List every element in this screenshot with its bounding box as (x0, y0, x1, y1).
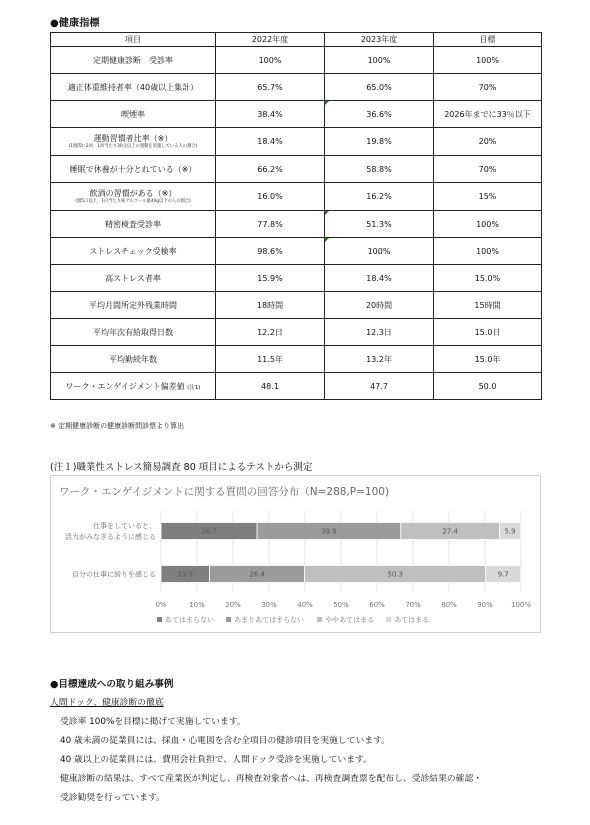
x-tick-label: 90% (477, 601, 493, 609)
legend-label: あてはまらない (165, 616, 214, 624)
metric-target-cell: 2026年までに33％以下 (434, 101, 542, 128)
metric-target-cell: 70% (434, 156, 542, 183)
metric-target-cell: 15時間 (434, 292, 542, 319)
header-2022: 2022年度 (216, 33, 325, 47)
metric-y2023-cell: 16.2% (325, 183, 434, 211)
metric-name: 平均勤続年数 (109, 354, 157, 364)
x-tick-label: 0% (155, 601, 167, 609)
metric-name-cell (51, 265, 216, 292)
header-2023: 2023年度 (325, 33, 434, 47)
metric-y2023-cell: 12.3日 (325, 319, 434, 346)
metric-name: 高ストレス者率 (105, 273, 161, 283)
metric-y2022-cell: 16.0% (216, 183, 325, 211)
data-label: 27.4 (442, 527, 458, 536)
table-row (51, 238, 542, 265)
data-label: 39.9 (321, 527, 337, 536)
legend-swatch (317, 617, 322, 622)
table-row (51, 319, 542, 346)
x-tick-label: 100% (510, 601, 532, 609)
metric-y2023-cell: 18.4% (325, 265, 434, 292)
metric-subnote: (1週間に2回、1回当たり30分以上の運動を実施している人の割合) (68, 144, 198, 150)
chart-heading: (注１)職業性ストレス簡易調査 80 項目によるテストから測定 (50, 462, 313, 473)
metric-name: 運動習慣者比率（※） (93, 134, 173, 144)
legend-swatch (157, 617, 162, 622)
data-label: 9.7 (497, 570, 509, 579)
metric-y2022-cell: 18時間 (216, 292, 325, 319)
data-label: 13.5 (177, 570, 194, 579)
plan-subtitle: 人間ドック、健康診断の徹底 (50, 698, 164, 708)
category-label: 活力がみなぎるように感じる (65, 533, 156, 541)
plan-section (50, 675, 482, 808)
chart-title: ワーク・エンゲイジメントに関する質問の回答分布（N=288,P=100) (59, 486, 390, 498)
metric-y2022-cell: 100% (216, 47, 325, 74)
metric-y2023-cell: 19.8% (325, 128, 434, 156)
x-tick-label: 40% (297, 601, 313, 609)
metric-y2023-cell: 65.0% (325, 74, 434, 101)
plan-line: 40 歳以上の従業員には、費用会社負担で、人間ドック受診を実施しています。 (60, 755, 372, 765)
metric-target-cell: 20% (434, 128, 542, 156)
table-row (51, 47, 542, 74)
legend-swatch (226, 617, 231, 622)
metric-name-cell (51, 211, 216, 238)
legend-label: あてはまる (394, 616, 430, 624)
x-tick-label: 50% (333, 601, 349, 609)
x-tick-label: 20% (225, 601, 241, 609)
x-tick-label: 10% (189, 601, 205, 609)
metric-name-cell (51, 156, 216, 183)
plan-line: 健康診断の結果は、すべて産業医が判定し、再検査対象者へは、再検査調査票を配布し、受診結果の確認・ (60, 774, 483, 784)
metric-note: (注1) (187, 384, 201, 391)
metric-target-cell: 15% (434, 183, 542, 211)
header-item: 項目 (51, 33, 216, 47)
x-tick-label: 70% (405, 601, 421, 609)
metric-y2022-cell: 38.4% (216, 101, 325, 128)
metric-target-cell: 100% (434, 211, 542, 238)
metric-y2023-cell: 58.8% (325, 156, 434, 183)
header-target: 目標 (434, 33, 542, 47)
metric-name: 睡眠で休養が十分とれている（※） (69, 164, 197, 174)
data-label: 26.7 (201, 527, 217, 536)
metric-target-cell: 15.0年 (434, 346, 542, 373)
metric-name: 定期健康診断 受診率 (93, 55, 173, 65)
metric-y2022-cell: 77.8% (216, 211, 325, 238)
metric-y2023-cell: 36.6% (325, 101, 434, 128)
plan-line: 受診率 100%を目標に掲げて実施しています。 (60, 717, 246, 727)
x-tick-label: 30% (261, 601, 277, 609)
metric-target-cell: 70% (434, 74, 542, 101)
table-row (51, 265, 542, 292)
metric-name: 平均月間所定外残業時間 (89, 300, 177, 310)
health-metrics-table (50, 32, 542, 400)
table-row (51, 101, 542, 128)
metric-y2022-cell: 12.2日 (216, 319, 325, 346)
legend-label: あまりあてはまらない (234, 616, 305, 624)
metric-y2023-cell: 100% (325, 47, 434, 74)
metric-y2022-cell: 11.5年 (216, 346, 325, 373)
category-label: 仕事をしていると、 (93, 522, 156, 530)
metric-name-cell (51, 346, 216, 373)
metric-name-cell (51, 183, 216, 211)
plan-line: 40 歳未満の従業員には、採血・心電図を含む全項目の健診項目を実施しています。 (60, 736, 390, 746)
metric-y2023-cell: 13.2年 (325, 346, 434, 373)
metric-y2023-cell: 51.3% (325, 211, 434, 238)
metric-y2023-cell: 100% (325, 238, 434, 265)
category-label: 自分の仕事に誇りを感じる (72, 570, 156, 579)
metric-name-cell (51, 373, 216, 400)
table-row (51, 183, 542, 211)
table-row (51, 128, 542, 156)
x-tick-label: 60% (369, 601, 385, 609)
metric-target-cell: 15.0日 (434, 319, 542, 346)
table-header-row (51, 33, 542, 47)
metric-name-cell (51, 319, 216, 346)
metric-y2022-cell: 15.9% (216, 265, 325, 292)
metric-y2023-cell: 47.7 (325, 373, 434, 400)
metric-name-cell (51, 128, 216, 156)
x-tick-label: 80% (441, 601, 457, 609)
health-indicators-title: ●健康指標 (50, 18, 100, 29)
metric-name: 平均年次有給取得日数 (93, 327, 173, 337)
data-label: 50.3 (387, 570, 403, 579)
table-row (51, 156, 542, 183)
metric-target-cell: 100% (434, 47, 542, 74)
metric-name-cell (51, 238, 216, 265)
chart-canvas (51, 476, 542, 634)
metric-name: ワーク・エンゲイジメント偏差値 (65, 381, 185, 391)
legend-swatch (386, 617, 391, 622)
table-row (51, 346, 542, 373)
plan-title: ●目標達成への取り組み事例 (50, 679, 174, 690)
metric-name-cell (51, 74, 216, 101)
metric-name: 精密検査受診率 (105, 219, 161, 229)
engagement-chart (50, 475, 541, 633)
table-row (51, 211, 542, 238)
metric-y2022-cell: 98.6% (216, 238, 325, 265)
table-row (51, 292, 542, 319)
metric-name-cell (51, 47, 216, 74)
table-row (51, 373, 542, 400)
metric-subnote: (週5日以上、1日当たり純アルコール量40g以上の人の割合) (75, 199, 191, 205)
metric-y2022-cell: 66.2% (216, 156, 325, 183)
metric-y2022-cell: 65.7% (216, 74, 325, 101)
metric-name: 飲酒の習慣がある（※） (89, 189, 177, 199)
metric-name: 喫煙率 (121, 109, 145, 119)
table-body (51, 47, 542, 400)
table-footnote: ※ 定期健康診断の健康診断問診票より算出 (50, 422, 185, 430)
metric-name-cell (51, 101, 216, 128)
data-label: 26.4 (249, 570, 265, 579)
metric-target-cell: 100% (434, 238, 542, 265)
plan-line: 受診勧奨を行っています。 (60, 793, 165, 803)
metric-y2023-cell: 20時間 (325, 292, 434, 319)
legend-label: ややあてはまる (325, 616, 375, 624)
metric-name: ストレスチェック受検率 (89, 246, 177, 256)
metric-y2022-cell: 48.1 (216, 373, 325, 400)
metric-name: 適正体重維持者率（40歳以上集計） (67, 82, 199, 92)
data-label: 5.9 (504, 527, 516, 536)
table-row (51, 74, 542, 101)
metric-name-cell (51, 292, 216, 319)
metric-target-cell: 50.0 (434, 373, 542, 400)
metric-target-cell: 15.0% (434, 265, 542, 292)
metric-y2022-cell: 18.4% (216, 128, 325, 156)
